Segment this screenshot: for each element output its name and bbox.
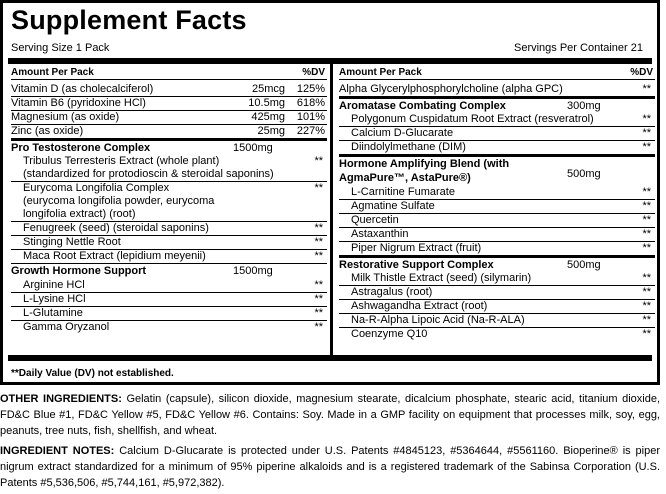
- ingredient-dv: **: [642, 242, 651, 254]
- nutrient-amount: 25mcg: [251, 83, 285, 95]
- nutrient-row: [11, 125, 327, 141]
- other-ingredients-text: Gelatin (capsule), silicon dioxide, magnesium stearate, dicalcium phosphate, stearic acid, titanium dioxide, FD&C Blue #1, FD&C Yellow #5, FD&C Yellow #6. Contains: Soy. Made in a GMP facility on equipment that processes milk, soy, egg, peanuts, tree nuts, fish, shellfish, and wheat.: [0, 393, 660, 437]
- ingredient-dv: **: [642, 127, 651, 139]
- aromatase-heading: [339, 100, 655, 113]
- ingredient-dv: **: [642, 83, 651, 95]
- ingredient-row: [11, 321, 327, 334]
- group-amount: 1500mg: [233, 142, 273, 154]
- nutrient-name: Zinc (as oxide): [11, 125, 84, 137]
- group-amount: 500mg: [567, 259, 601, 271]
- nutrient-dv: 125%: [296, 83, 325, 95]
- right-column: [339, 66, 655, 341]
- left-header-row: [11, 66, 327, 80]
- ingredient-row: [339, 228, 655, 242]
- ingredient-dv: **: [642, 228, 651, 240]
- nutrient-amount: 10.5mg: [248, 97, 285, 109]
- ingredient-name: L-Lysine HCl: [23, 293, 86, 305]
- ingredient-notes-text: Calcium D-Glucarate is protected under U.S. Patents #4845123, #5364644, #5561160. Bioperine® is piper nigrum extract standardized for a minimum of 95% piperine alkaloids and is a registered trademark of the Sabinsa Corporation (U.S. Patents #5,536,506, #5,744,161, #5,972,382).: [0, 445, 661, 489]
- ingredient-name: Diindolylmethane (DIM): [351, 141, 466, 153]
- ingredient-name: Calcium D-Glucarate: [351, 127, 454, 139]
- ingredient-row: [339, 214, 655, 228]
- dv-footnote: **Daily Value (DV) not established.: [11, 368, 174, 379]
- servings-per-container: Servings Per Container 21: [513, 42, 643, 54]
- ingredient-dv: **: [642, 200, 651, 212]
- ingredient-row: [11, 250, 327, 264]
- ingredient-dv: **: [642, 214, 651, 226]
- ingredient-dv: **: [642, 314, 651, 326]
- ingredient-dv: **: [642, 328, 651, 340]
- ingredient-row: [11, 307, 327, 321]
- ingredient-name: Fenugreek (seed) (steroidal saponins): [23, 222, 209, 234]
- other-ingredients-label: OTHER INGREDIENTS:: [0, 393, 122, 405]
- other-ingredients: [0, 391, 660, 439]
- ingredient-dv: **: [314, 222, 323, 234]
- ingredient-dv: **: [642, 300, 651, 312]
- hormone-blend-heading-2: [339, 168, 655, 186]
- group-name: Growth Hormone Support: [11, 265, 147, 277]
- ingredient-name: Maca Root Extract (lepidium meyenii): [23, 250, 206, 262]
- ingredient-name: Na-R-Alpha Lipoic Acid (Na-R-ALA): [351, 314, 525, 326]
- nutrient-name: Vitamin D (as cholecalciferol): [11, 83, 154, 95]
- group-amount: 1500mg: [233, 265, 273, 277]
- ingredient-row: [339, 272, 655, 286]
- alpha-gpc-row: [339, 83, 655, 99]
- ingredient-name: Arginine HCl: [23, 279, 85, 291]
- left-dv-header: %DV: [302, 67, 325, 78]
- ingredient-name: L-Carnitine Fumarate: [351, 186, 455, 198]
- left-column: [11, 66, 327, 334]
- nutrient-dv: 618%: [296, 97, 325, 109]
- nutrient-amount: 25mg: [257, 125, 285, 137]
- ingredient-row: [11, 279, 327, 293]
- nutrient-name: Vitamin B6 (pyridoxine HCl): [11, 97, 146, 109]
- ingredient-name: Eurycoma Longifolia Complex (eurycoma longifolia powder, eurycoma longifolia extract) (root): [23, 182, 215, 220]
- ingredient-name: Stinging Nettle Root: [23, 236, 121, 248]
- right-amount-header: Amount Per Pack: [339, 67, 422, 78]
- ingredient-row: [11, 293, 327, 307]
- ingredient-name: Coenzyme Q10: [351, 328, 428, 340]
- hormone-blend-heading: [339, 158, 655, 172]
- ingredient-row: [339, 113, 655, 127]
- ingredient-dv: **: [314, 182, 323, 194]
- ingredient-row: [11, 236, 327, 250]
- ingredient-dv: **: [642, 141, 651, 153]
- ingredient-name: Agmatine Sulfate: [351, 200, 435, 212]
- ingredient-row: [339, 200, 655, 214]
- ingredient-dv: **: [314, 307, 323, 319]
- ingredient-name: Piper Nigrum Extract (fruit): [351, 242, 482, 254]
- group-name-line1: Hormone Amplifying Blend (with: [339, 158, 510, 170]
- nutrient-dv: 101%: [296, 111, 325, 123]
- ingredient-dv: **: [314, 250, 323, 262]
- nutrient-name: Magnesium (as oxide): [11, 111, 120, 123]
- ingredient-dv: **: [314, 279, 323, 291]
- ingredient-row: [11, 222, 327, 236]
- left-amount-header: Amount Per Pack: [11, 67, 94, 78]
- ingredient-name: Tribulus Terresteris Extract (whole plant) (standardized for protodioscin & steroidal saponins): [23, 155, 274, 180]
- column-divider: [330, 60, 333, 356]
- ingredient-row: [339, 286, 655, 300]
- ingredient-dv: **: [642, 286, 651, 298]
- ingredient-name: Polygonum Cuspidatum Root Extract (resveratrol): [351, 113, 594, 125]
- ingredient-dv: **: [642, 113, 651, 125]
- serving-size: Serving Size 1 Pack: [11, 42, 110, 54]
- ingredient-row: [339, 300, 655, 314]
- ingredient-notes: [0, 443, 660, 491]
- ingredient-row: [339, 328, 655, 341]
- ingredient-name: Ashwagandha Extract (root): [351, 300, 488, 312]
- ingredient-dv: **: [314, 293, 323, 305]
- ingredient-name: Quercetin: [351, 214, 399, 226]
- ingredient-dv: **: [314, 236, 323, 248]
- ingredient-row: [339, 127, 655, 141]
- right-dv-header: %DV: [630, 67, 653, 78]
- ingredient-row: [11, 155, 327, 182]
- ingredient-name: L-Glutamine: [23, 307, 83, 319]
- ingredient-row: [339, 141, 655, 157]
- right-header-row: [339, 66, 655, 80]
- pro-testosterone-heading: [11, 142, 327, 155]
- nutrient-row: [11, 111, 327, 125]
- group-name: Aromatase Combating Complex: [339, 100, 506, 112]
- group-amount: 500mg: [567, 168, 601, 180]
- ingredient-notes-label: INGREDIENT NOTES:: [0, 445, 115, 457]
- ingredient-dv: **: [642, 272, 651, 284]
- ingredient-row: [339, 186, 655, 200]
- nutrient-dv: 227%: [296, 125, 325, 137]
- ingredient-dv: **: [314, 321, 323, 333]
- panel-title: Supplement Facts: [11, 5, 247, 35]
- ingredient-name: Astragalus (root): [351, 286, 433, 298]
- ingredient-name: Alpha Glycerylphosphorylcholine (alpha GPC): [339, 83, 563, 95]
- restorative-heading: [339, 259, 655, 272]
- nutrient-amount: 425mg: [251, 111, 285, 123]
- ingredient-dv: **: [642, 186, 651, 198]
- nutrient-row: [11, 83, 327, 97]
- ingredient-row: [11, 182, 327, 222]
- growth-hormone-heading: [11, 265, 327, 278]
- nutrient-row: [11, 97, 327, 111]
- ingredient-name: Astaxanthin: [351, 228, 409, 240]
- group-name: Restorative Support Complex: [339, 259, 494, 271]
- bottom-rule: [8, 355, 652, 361]
- group-name: Pro Testosterone Complex: [11, 142, 151, 154]
- ingredient-name: Milk Thistle Extract (seed) (silymarin): [351, 272, 532, 284]
- group-name-line2: AgmaPure™, AstaPure®): [339, 172, 471, 184]
- ingredient-dv: **: [314, 155, 323, 167]
- group-amount: 300mg: [567, 100, 601, 112]
- ingredient-row: [339, 314, 655, 328]
- ingredient-name: Gamma Oryzanol: [23, 321, 110, 333]
- ingredient-row: [339, 242, 655, 258]
